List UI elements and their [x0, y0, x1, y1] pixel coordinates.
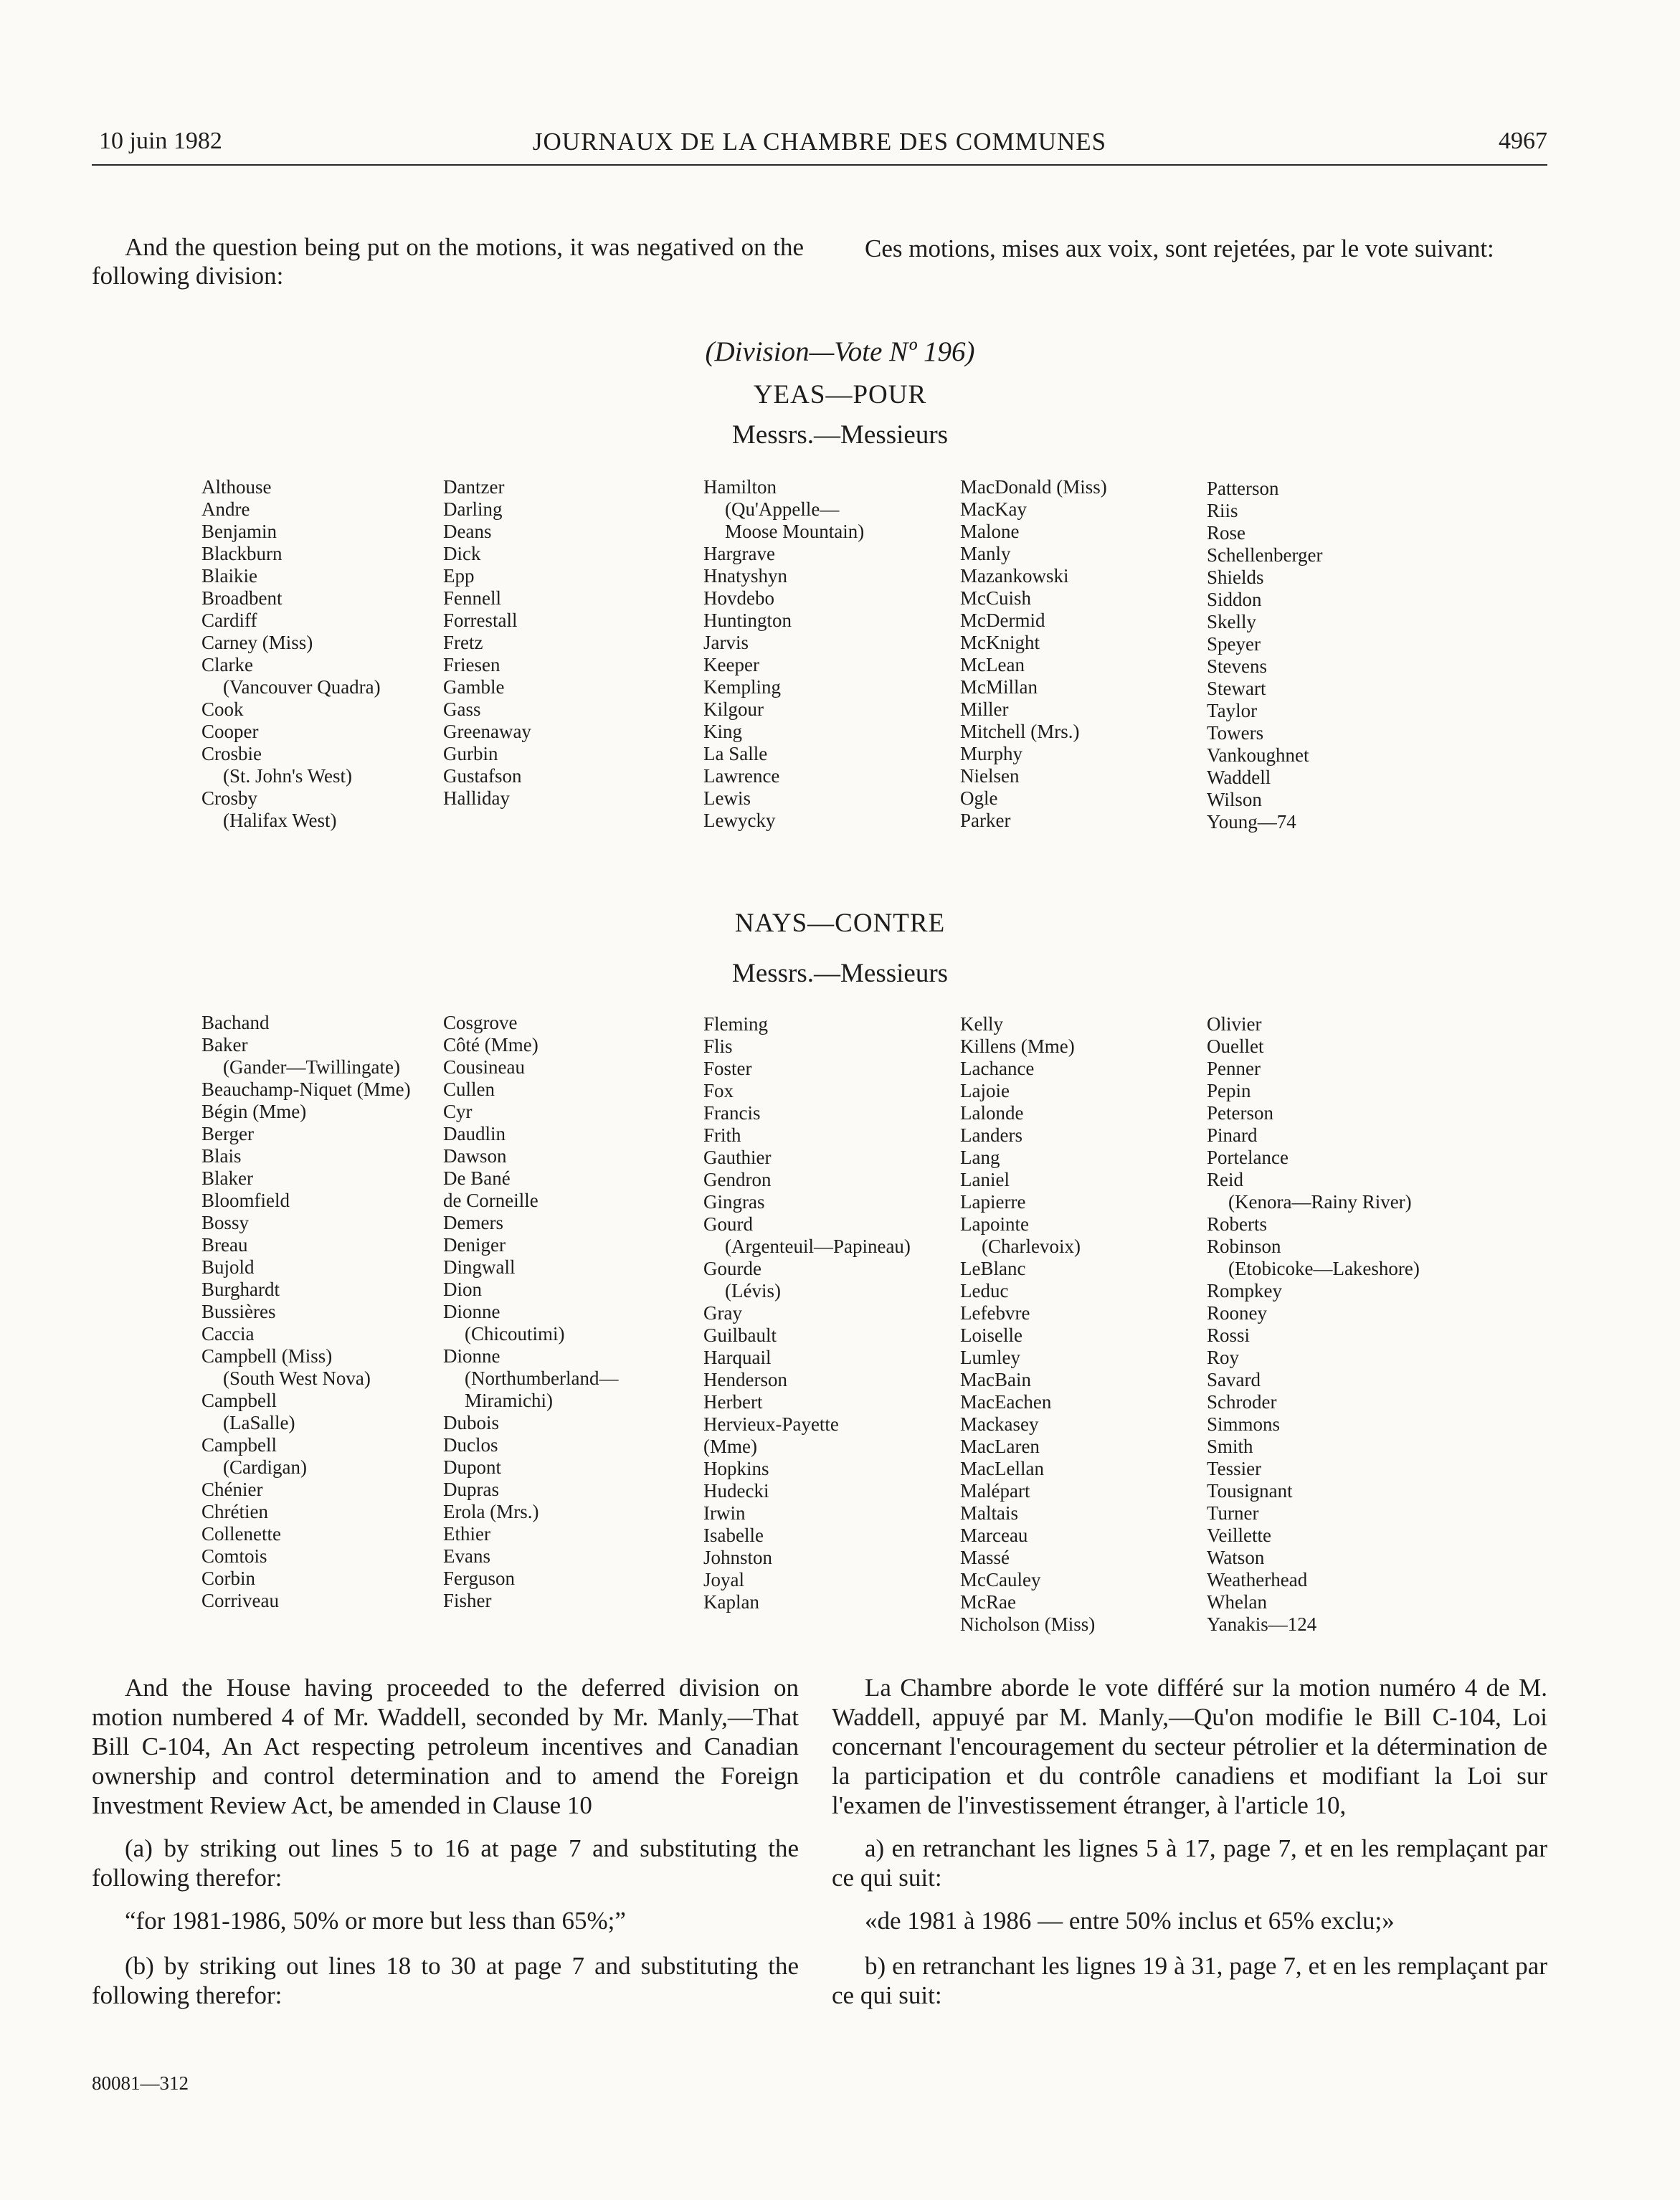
member-name: Lapointe [960, 1213, 1029, 1235]
member-name: Speyer [1207, 633, 1261, 655]
member-name: (Halifax West) [223, 810, 337, 831]
member-name: (Lévis) [725, 1280, 781, 1301]
journal-title: JOURNAUX DE LA CHAMBRE DES COMMUNES [532, 128, 1107, 156]
member-name: Hervieux-Payette [703, 1413, 839, 1435]
member-name: Hnatyshyn [703, 565, 787, 587]
member-name: Tessier [1207, 1458, 1262, 1479]
member-name: Chrétien [201, 1501, 268, 1522]
member-name: McKnight [960, 632, 1040, 653]
member-name: Shields [1207, 566, 1264, 588]
nays-column-1 [201, 1012, 411, 1612]
member-name: Fisher [443, 1590, 492, 1611]
member-name: Siddon [1207, 589, 1262, 610]
member-name: Rooney [1207, 1302, 1267, 1324]
member-name: Marceau [960, 1525, 1028, 1546]
member-name: Pinard [1207, 1124, 1258, 1146]
yeas-column-2 [443, 476, 531, 810]
motion-paragraph-fr: La Chambre aborde le vote différé sur la motion numéro 4 de M. Waddell, appuyé par M. Manly,—Qu'on modifie le Bill C-104, Loi concernant l'encouragement du secteur pétrolier et la détermination de la participation et du contrôle canadiens et modifiant la Loi sur l'examen de l'investissement étranger, à l'article 10, [832, 1674, 1547, 1819]
member-name: Benjamin [201, 521, 277, 542]
member-name: Gourde [703, 1258, 761, 1279]
member-name: McCuish [960, 587, 1032, 609]
member-name: (Argenteuil—Papineau) [725, 1236, 911, 1257]
member-name: Rose [1207, 522, 1245, 544]
yeas-heading: YEAS—POUR [753, 380, 927, 409]
page-number: 4967 [1499, 128, 1547, 154]
member-name: Hudecki [703, 1480, 769, 1502]
member-name: Kaplan [703, 1591, 759, 1613]
member-name: Greenaway [443, 721, 531, 742]
member-name: Frith [703, 1124, 741, 1146]
member-name: Bossy [201, 1212, 250, 1233]
member-name: Lajoie [960, 1080, 1010, 1101]
member-name: Joyal [703, 1569, 744, 1590]
footer-code: 80081—312 [92, 2072, 189, 2094]
member-name: Taylor [1207, 700, 1258, 721]
member-name: Caccia [201, 1323, 255, 1345]
member-name: Dion [443, 1279, 482, 1300]
member-name: Lang [960, 1147, 1000, 1168]
member-name: Fleming [703, 1013, 769, 1035]
member-name: Cyr [443, 1101, 473, 1122]
member-name: Campbell (Miss) [201, 1345, 333, 1367]
member-name: Skelly [1207, 611, 1257, 632]
member-name: Loiselle [960, 1324, 1022, 1346]
member-name: Leduc [960, 1280, 1009, 1301]
member-name: Carney (Miss) [201, 632, 313, 653]
member-name: Johnston [703, 1547, 773, 1568]
member-name: Hargrave [703, 543, 775, 564]
intro-paragraph-en [92, 233, 804, 290]
member-name: Baker [201, 1034, 248, 1056]
member-name: Isabelle [703, 1525, 764, 1546]
member-name: Gustafson [443, 765, 522, 787]
member-name: de Corneille [443, 1190, 538, 1211]
member-name: Simmons [1207, 1413, 1281, 1435]
member-name: Bujold [201, 1256, 255, 1278]
member-name: Cullen [443, 1078, 495, 1100]
member-name: Irwin [703, 1502, 746, 1524]
member-name: Lalonde [960, 1102, 1024, 1124]
member-name: Vankoughnet [1207, 744, 1309, 766]
amendment-a-fr: a) en retranchant les lignes 5 à 17, page 7, et en les remplaçant par ce qui suit: [832, 1834, 1547, 1892]
nays-messrs-heading: Messrs.—Messieurs [731, 959, 949, 988]
member-name: Olivier [1207, 1013, 1262, 1035]
member-name: Malone [960, 521, 1020, 542]
member-name: Fennell [443, 587, 501, 609]
intro-text-en: And the question being put on the motions, it was negatived on the following division: [92, 233, 804, 290]
member-name: Turner [1207, 1502, 1259, 1524]
member-name: Hamilton [703, 476, 777, 498]
member-name: Broadbent [201, 587, 283, 609]
member-name: Crosbie [201, 743, 262, 764]
member-name: Berger [201, 1123, 254, 1144]
member-name: Blaikie [201, 565, 257, 587]
member-name: Gass [443, 698, 481, 720]
member-name: Fretz [443, 632, 483, 653]
member-name: Deans [443, 521, 492, 542]
member-name: (St. John's West) [223, 765, 352, 787]
member-name: Epp [443, 565, 475, 587]
member-name: (Mme) [703, 1436, 757, 1457]
member-name: Harquail [703, 1347, 772, 1368]
member-name: Reid [1207, 1169, 1243, 1190]
member-name: Chénier [201, 1479, 263, 1500]
member-name: Killens (Mme) [960, 1035, 1075, 1057]
member-name: Campbell [201, 1390, 277, 1411]
member-name: Darling [443, 498, 503, 520]
nays-column-3 [703, 1013, 911, 1613]
member-name: Gingras [703, 1191, 765, 1213]
member-name: Blackburn [201, 543, 283, 564]
member-name: Andre [201, 498, 250, 520]
amendment-b-en: (b) by striking out lines 18 to 30 at page 7 and substituting the following therefor: [92, 1952, 799, 2009]
member-name: MacKay [960, 498, 1027, 520]
member-name: Deniger [443, 1234, 506, 1256]
member-name: Cosgrove [443, 1012, 518, 1033]
member-name: (Northumberland— [465, 1367, 619, 1389]
member-name: Kilgour [703, 698, 764, 720]
member-name: Rossi [1207, 1324, 1250, 1346]
member-name: Blaker [201, 1167, 253, 1189]
member-name: Lewis [703, 787, 751, 809]
member-name: Gurbin [443, 743, 498, 764]
member-name: Schellenberger [1207, 544, 1323, 566]
member-name: Gourd [703, 1213, 753, 1235]
member-name: Mazankowski [960, 565, 1069, 587]
member-name: Daudlin [443, 1123, 506, 1144]
member-name: Keeper [703, 654, 759, 675]
member-name: (Kenora—Rainy River) [1228, 1191, 1412, 1213]
member-name: (Cardigan) [223, 1456, 307, 1478]
member-name: Weatherhead [1207, 1569, 1308, 1590]
division-vote-label: (Division—Vote Nº 196) [705, 336, 975, 367]
nays-column-2 [443, 1012, 618, 1612]
member-name: Ogle [960, 787, 998, 809]
member-name: Roberts [1207, 1213, 1267, 1235]
member-name: Gauthier [703, 1147, 772, 1168]
member-name: McLean [960, 654, 1025, 675]
member-name: Moose Mountain) [725, 521, 865, 542]
member-name: Peterson [1207, 1102, 1273, 1124]
member-name: Gendron [703, 1169, 772, 1190]
member-name: Guilbault [703, 1324, 777, 1346]
member-name: Stevens [1207, 655, 1267, 677]
intro-paragraph-fr [832, 234, 1547, 263]
member-name: Dionne [443, 1301, 500, 1322]
member-name: Tousignant [1207, 1480, 1293, 1502]
member-name: Francis [703, 1102, 761, 1124]
member-name: Cousineau [443, 1056, 525, 1078]
yeas-column-5 [1207, 478, 1322, 833]
member-name: Jarvis [703, 632, 749, 653]
member-name: Whelan [1207, 1591, 1267, 1613]
member-name: Fox [703, 1080, 734, 1101]
member-name: Hopkins [703, 1458, 769, 1479]
member-name: Watson [1207, 1547, 1265, 1568]
intro-text-fr: Ces motions, mises aux voix, sont rejetées, par le vote suivant: [865, 234, 1494, 262]
member-name: Lumley [960, 1347, 1020, 1368]
member-name: Herbert [703, 1391, 763, 1413]
motion-paragraph-en: And the House having proceeded to the deferred division on motion numbered 4 of Mr. Waddell, seconded by Mr. Manly,—That Bill C-104, An Act respecting petroleum incentives and Canadian ownership and control determination and to amend the Foreign Investment Review Act, be amended in Clause 10 [92, 1674, 799, 1819]
member-name: McRae [960, 1591, 1016, 1613]
member-name: Corbin [201, 1568, 256, 1589]
member-name: Burghardt [201, 1279, 280, 1300]
member-name: McMillan [960, 676, 1038, 698]
member-name: Comtois [201, 1545, 267, 1567]
quoted-text-fr: «de 1981 à 1986 — entre 50% inclus et 65% exclu;» [865, 1907, 1395, 1935]
member-name: Schroder [1207, 1391, 1277, 1413]
nays-column-5 [1207, 1013, 1420, 1636]
member-name: MacDonald (Miss) [960, 476, 1107, 498]
member-name: Parker [960, 810, 1011, 831]
member-name: Roy [1207, 1347, 1240, 1368]
member-name: MacLellan [960, 1458, 1044, 1479]
header-rule [92, 164, 1547, 166]
body-column-fr [832, 1673, 1547, 2024]
member-name: (LaSalle) [223, 1412, 295, 1433]
member-name: Lachance [960, 1058, 1035, 1079]
member-name: Friesen [443, 654, 500, 675]
member-name: Mackasey [960, 1413, 1039, 1435]
member-name: Malépart [960, 1480, 1030, 1502]
yeas-column-4 [960, 476, 1107, 832]
member-name: Maltais [960, 1502, 1018, 1524]
member-name: Lawrence [703, 765, 780, 787]
member-name: Massé [960, 1547, 1010, 1568]
member-name: McCauley [960, 1569, 1041, 1590]
member-name: (Chicoutimi) [465, 1323, 565, 1345]
amendment-a-en: (a) by striking out lines 5 to 16 at page 7 and substituting the following therefor: [92, 1834, 799, 1892]
yeas-column-3 [703, 476, 864, 832]
quoted-text-en: “for 1981-1986, 50% or more but less than 65%;” [125, 1907, 626, 1935]
member-name: Cardiff [201, 610, 257, 631]
member-name: Ferguson [443, 1568, 516, 1589]
member-name: Cook [201, 698, 244, 720]
member-name: Towers [1207, 722, 1264, 744]
member-name: Collenette [201, 1523, 281, 1545]
member-name: King [703, 721, 742, 742]
member-name: (Vancouver Quadra) [223, 676, 381, 698]
member-name: Murphy [960, 743, 1022, 764]
member-name: Duclos [443, 1434, 498, 1456]
member-name: Forrestall [443, 610, 518, 631]
member-name: Lefebvre [960, 1302, 1030, 1324]
member-name: Corriveau [201, 1590, 279, 1611]
member-name: Dupont [443, 1456, 501, 1478]
member-name: Dupras [443, 1479, 499, 1500]
member-name: Breau [201, 1234, 248, 1256]
member-name: La Salle [703, 743, 768, 764]
member-name: Bachand [201, 1012, 270, 1033]
member-name: (Qu'Appelle— [725, 498, 840, 520]
member-name: Demers [443, 1212, 503, 1233]
page-header [92, 128, 1547, 165]
member-name: Evans [443, 1545, 490, 1567]
member-name: Côté (Mme) [443, 1034, 538, 1056]
member-name: Lapierre [960, 1191, 1026, 1213]
nays-heading: NAYS—CONTRE [734, 909, 946, 938]
member-name: Clarke [201, 654, 253, 675]
member-name: (Gander—Twillingate) [223, 1056, 401, 1078]
member-name: MacBain [960, 1369, 1031, 1390]
member-name: Smith [1207, 1436, 1253, 1457]
member-name: Robinson [1207, 1236, 1281, 1257]
member-name: Dingwall [443, 1256, 516, 1278]
member-name: Pepin [1207, 1080, 1251, 1101]
yeas-column-1 [201, 476, 381, 832]
member-name: Riis [1207, 500, 1238, 521]
member-name: Landers [960, 1124, 1022, 1146]
member-name: Bloomfield [201, 1190, 290, 1211]
member-name: Huntington [703, 610, 792, 631]
member-name: Bégin (Mme) [201, 1101, 307, 1122]
member-name: McDermid [960, 610, 1045, 631]
member-name: Miller [960, 698, 1009, 720]
member-name: Miramichi) [465, 1390, 553, 1411]
member-name: Dionne [443, 1345, 500, 1367]
member-name: Veillette [1207, 1525, 1271, 1546]
member-name: LeBlanc [960, 1258, 1026, 1279]
member-name: Cooper [201, 721, 259, 742]
body-column-en [92, 1673, 799, 2024]
member-name: Henderson [703, 1369, 787, 1390]
member-name: Beauchamp-Niquet (Mme) [201, 1078, 411, 1100]
member-name: Dantzer [443, 476, 505, 498]
member-name: Young—74 [1207, 811, 1296, 833]
member-name: Portelance [1207, 1147, 1289, 1168]
member-name: (Etobicoke—Lakeshore) [1228, 1258, 1420, 1279]
yeas-messrs-heading: Messrs.—Messieurs [731, 420, 949, 450]
member-name: Bussières [201, 1301, 276, 1322]
member-name: Kempling [703, 676, 781, 698]
member-name: Manly [960, 543, 1011, 564]
member-name: Campbell [201, 1434, 277, 1456]
member-name: Stewart [1207, 678, 1266, 699]
member-name: MacLaren [960, 1436, 1040, 1457]
member-name: Mitchell (Mrs.) [960, 721, 1080, 742]
member-name: Flis [703, 1035, 733, 1057]
member-name: Yanakis—124 [1207, 1613, 1317, 1635]
member-name: Erola (Mrs.) [443, 1501, 539, 1522]
member-name: Waddell [1207, 767, 1271, 788]
member-name: Gray [703, 1302, 742, 1324]
member-name: Hovdebo [703, 587, 774, 609]
nays-column-4 [960, 1013, 1095, 1636]
member-name: Dawson [443, 1145, 507, 1167]
header-date: 10 juin 1982 [99, 128, 222, 154]
member-name: Nielsen [960, 765, 1020, 787]
member-name: Rompkey [1207, 1280, 1282, 1301]
member-name: Laniel [960, 1169, 1010, 1190]
member-name: MacEachen [960, 1391, 1052, 1413]
member-name: (South West Nova) [223, 1367, 371, 1389]
member-name: Dick [443, 543, 481, 564]
member-name: Gamble [443, 676, 505, 698]
amendment-b-fr: b) en retranchant les lignes 19 à 31, page 7, et en les remplaçant par ce qui suit: [832, 1952, 1547, 2009]
member-name: Wilson [1207, 789, 1262, 810]
member-name: Halliday [443, 787, 510, 809]
member-name: Foster [703, 1058, 752, 1079]
member-name: Savard [1207, 1369, 1261, 1390]
member-name: Ouellet [1207, 1035, 1264, 1057]
member-name: Ethier [443, 1523, 490, 1545]
member-name: (Charlevoix) [982, 1236, 1081, 1257]
member-name: Penner [1207, 1058, 1261, 1079]
member-name: Kelly [960, 1013, 1003, 1035]
member-name: Althouse [201, 476, 272, 498]
member-name: Dubois [443, 1412, 500, 1433]
member-name: Blais [201, 1145, 242, 1167]
member-name: Crosby [201, 787, 258, 809]
member-name: Patterson [1207, 478, 1279, 499]
member-name: Nicholson (Miss) [960, 1613, 1096, 1635]
member-name: De Bané [443, 1167, 511, 1189]
member-name: Lewycky [703, 810, 776, 831]
